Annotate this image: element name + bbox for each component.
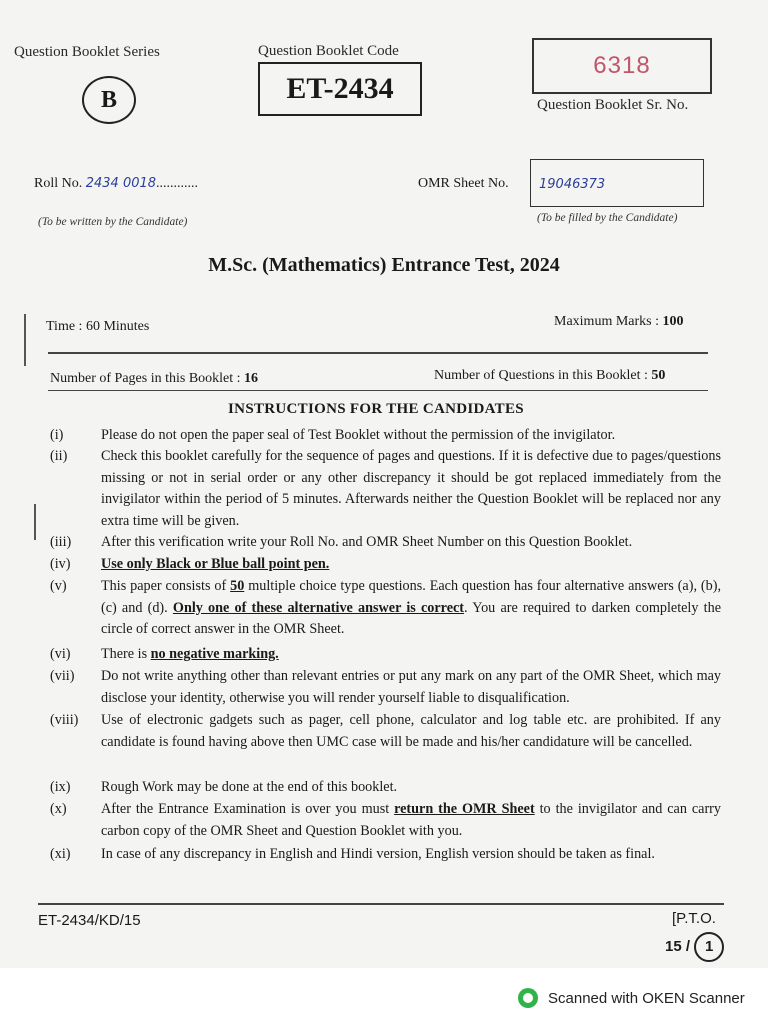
page-number (665, 932, 724, 962)
roll-label: Roll No. (34, 176, 83, 191)
roll-value: 2434 0018 (85, 176, 157, 191)
divider-mid (48, 390, 708, 391)
serial-value: 6318 (593, 52, 651, 79)
divider-top (48, 352, 708, 354)
margin-mark-2 (34, 504, 36, 540)
questions-count (434, 368, 665, 384)
questions-label: Number of Questions in this Booklet : (434, 368, 652, 383)
footer-code: ET-2434/KD/15 (38, 912, 141, 929)
instructions-heading: INSTRUCTIONS FOR THE CANDIDATES (228, 401, 524, 417)
roll-dots: ............ (156, 176, 199, 191)
exam-title: M.Sc. (Mathematics) Entrance Test, 2024 (208, 254, 560, 276)
scanner-label: Scanned with OKEN Scanner (548, 989, 745, 1007)
oken-scanner-logo-icon (518, 988, 538, 1008)
pages-value: 16 (244, 371, 259, 386)
page-circle: 1 (694, 932, 724, 962)
pto-text: [P.T.O. (672, 910, 716, 927)
omr-label: OMR Sheet No. (418, 176, 509, 191)
booklet-page: Question Booklet Series B Question Booklet Code ET-2434 6318 Question Booklet Sr. No. Roll No. 2434 0018............ (To be written by the Candidate) OMR Sheet No. 19046373 (To be filled by the Candidate) M.Sc. (Mathematics) Entrance Test, 2024 Time : 60 Minutes Maximum Marks : 100 Number of Pages in this Booklet : 16 Number of Questions in this Booklet : 50 INSTRUCTIONS FOR THE CANDIDATES (i) Please do not open the paper seal of Test Booklet without the permission of the invigilator. (ii) Check this booklet carefully for the sequence of pages and questions. If it is defective due to pages/questions missing or not in serial order or any other discrepancy it should be got replaced immediately from the invigilator within the period of 5 minutes. Afterwards neither the Question Booklet will be replaced nor any extra time will be given. (iii) After this verification write your Roll No. and OMR Sheet Number on this Question Booklet. (iv) Use only Black or Blue ball point pen. (v) This paper consists of 50 multiple choice type questions. Each question has four alternative answers (a), (b), (c) and (d). Only one of these alternative answer is correct. You are required to darken completely the circle of correct answer in the OMR Sheet. (vi) There is no negative marking. (vii) Do not write anything other than relevant entries or put any mark on any part of the OMR Sheet, which may disclose your identity, otherwise you will render yourself liable to disqualification. (viii) Use of electronic gadgets such as pager, cell phone, calculator and log table etc. are prohibited. If any candidate is found having above then UMC case will be made and his/her candidature will be cancelled. (ix) Rough Work may be done at the end of this booklet. (x) After the Entrance Examination is over you must return the OMR Sheet to the invigilator and can carry carbon copy of the OMR Sheet and Question Booklet with you. (xi) In case of any discrepancy in English and Hindi version, English version should be taken as final. ET-2434/KD/15 [P.T.O. 15 / 1 (0, 0, 768, 968)
omr-value: 19046373 (539, 177, 606, 192)
series-circle (82, 76, 136, 124)
margin-bracket (24, 314, 26, 366)
serial-box (532, 38, 712, 94)
questions-value: 50 (651, 368, 666, 383)
max-marks-label: Maximum Marks : (554, 314, 663, 329)
roll-field (34, 176, 198, 192)
pages-label: Number of Pages in this Booklet : (50, 371, 245, 386)
max-marks-value: 100 (662, 314, 684, 329)
series-label: Question Booklet Series (14, 44, 160, 60)
time-text: Time : 60 Minutes (46, 319, 150, 334)
pages-count (50, 371, 258, 387)
code-box (258, 62, 422, 116)
serial-label: Question Booklet Sr. No. (537, 97, 689, 113)
code-label: Question Booklet Code (258, 43, 399, 59)
code-value: ET-2434 (286, 72, 394, 105)
roll-note: (To be written by the Candidate) (38, 216, 188, 228)
omr-box (530, 159, 704, 207)
page-prefix: 15 / (665, 938, 691, 955)
scanner-watermark (518, 988, 745, 1008)
max-marks (554, 314, 684, 330)
footer-divider (38, 903, 724, 905)
omr-note: (To be filled by the Candidate) (537, 212, 678, 224)
series-value: B (100, 86, 117, 113)
